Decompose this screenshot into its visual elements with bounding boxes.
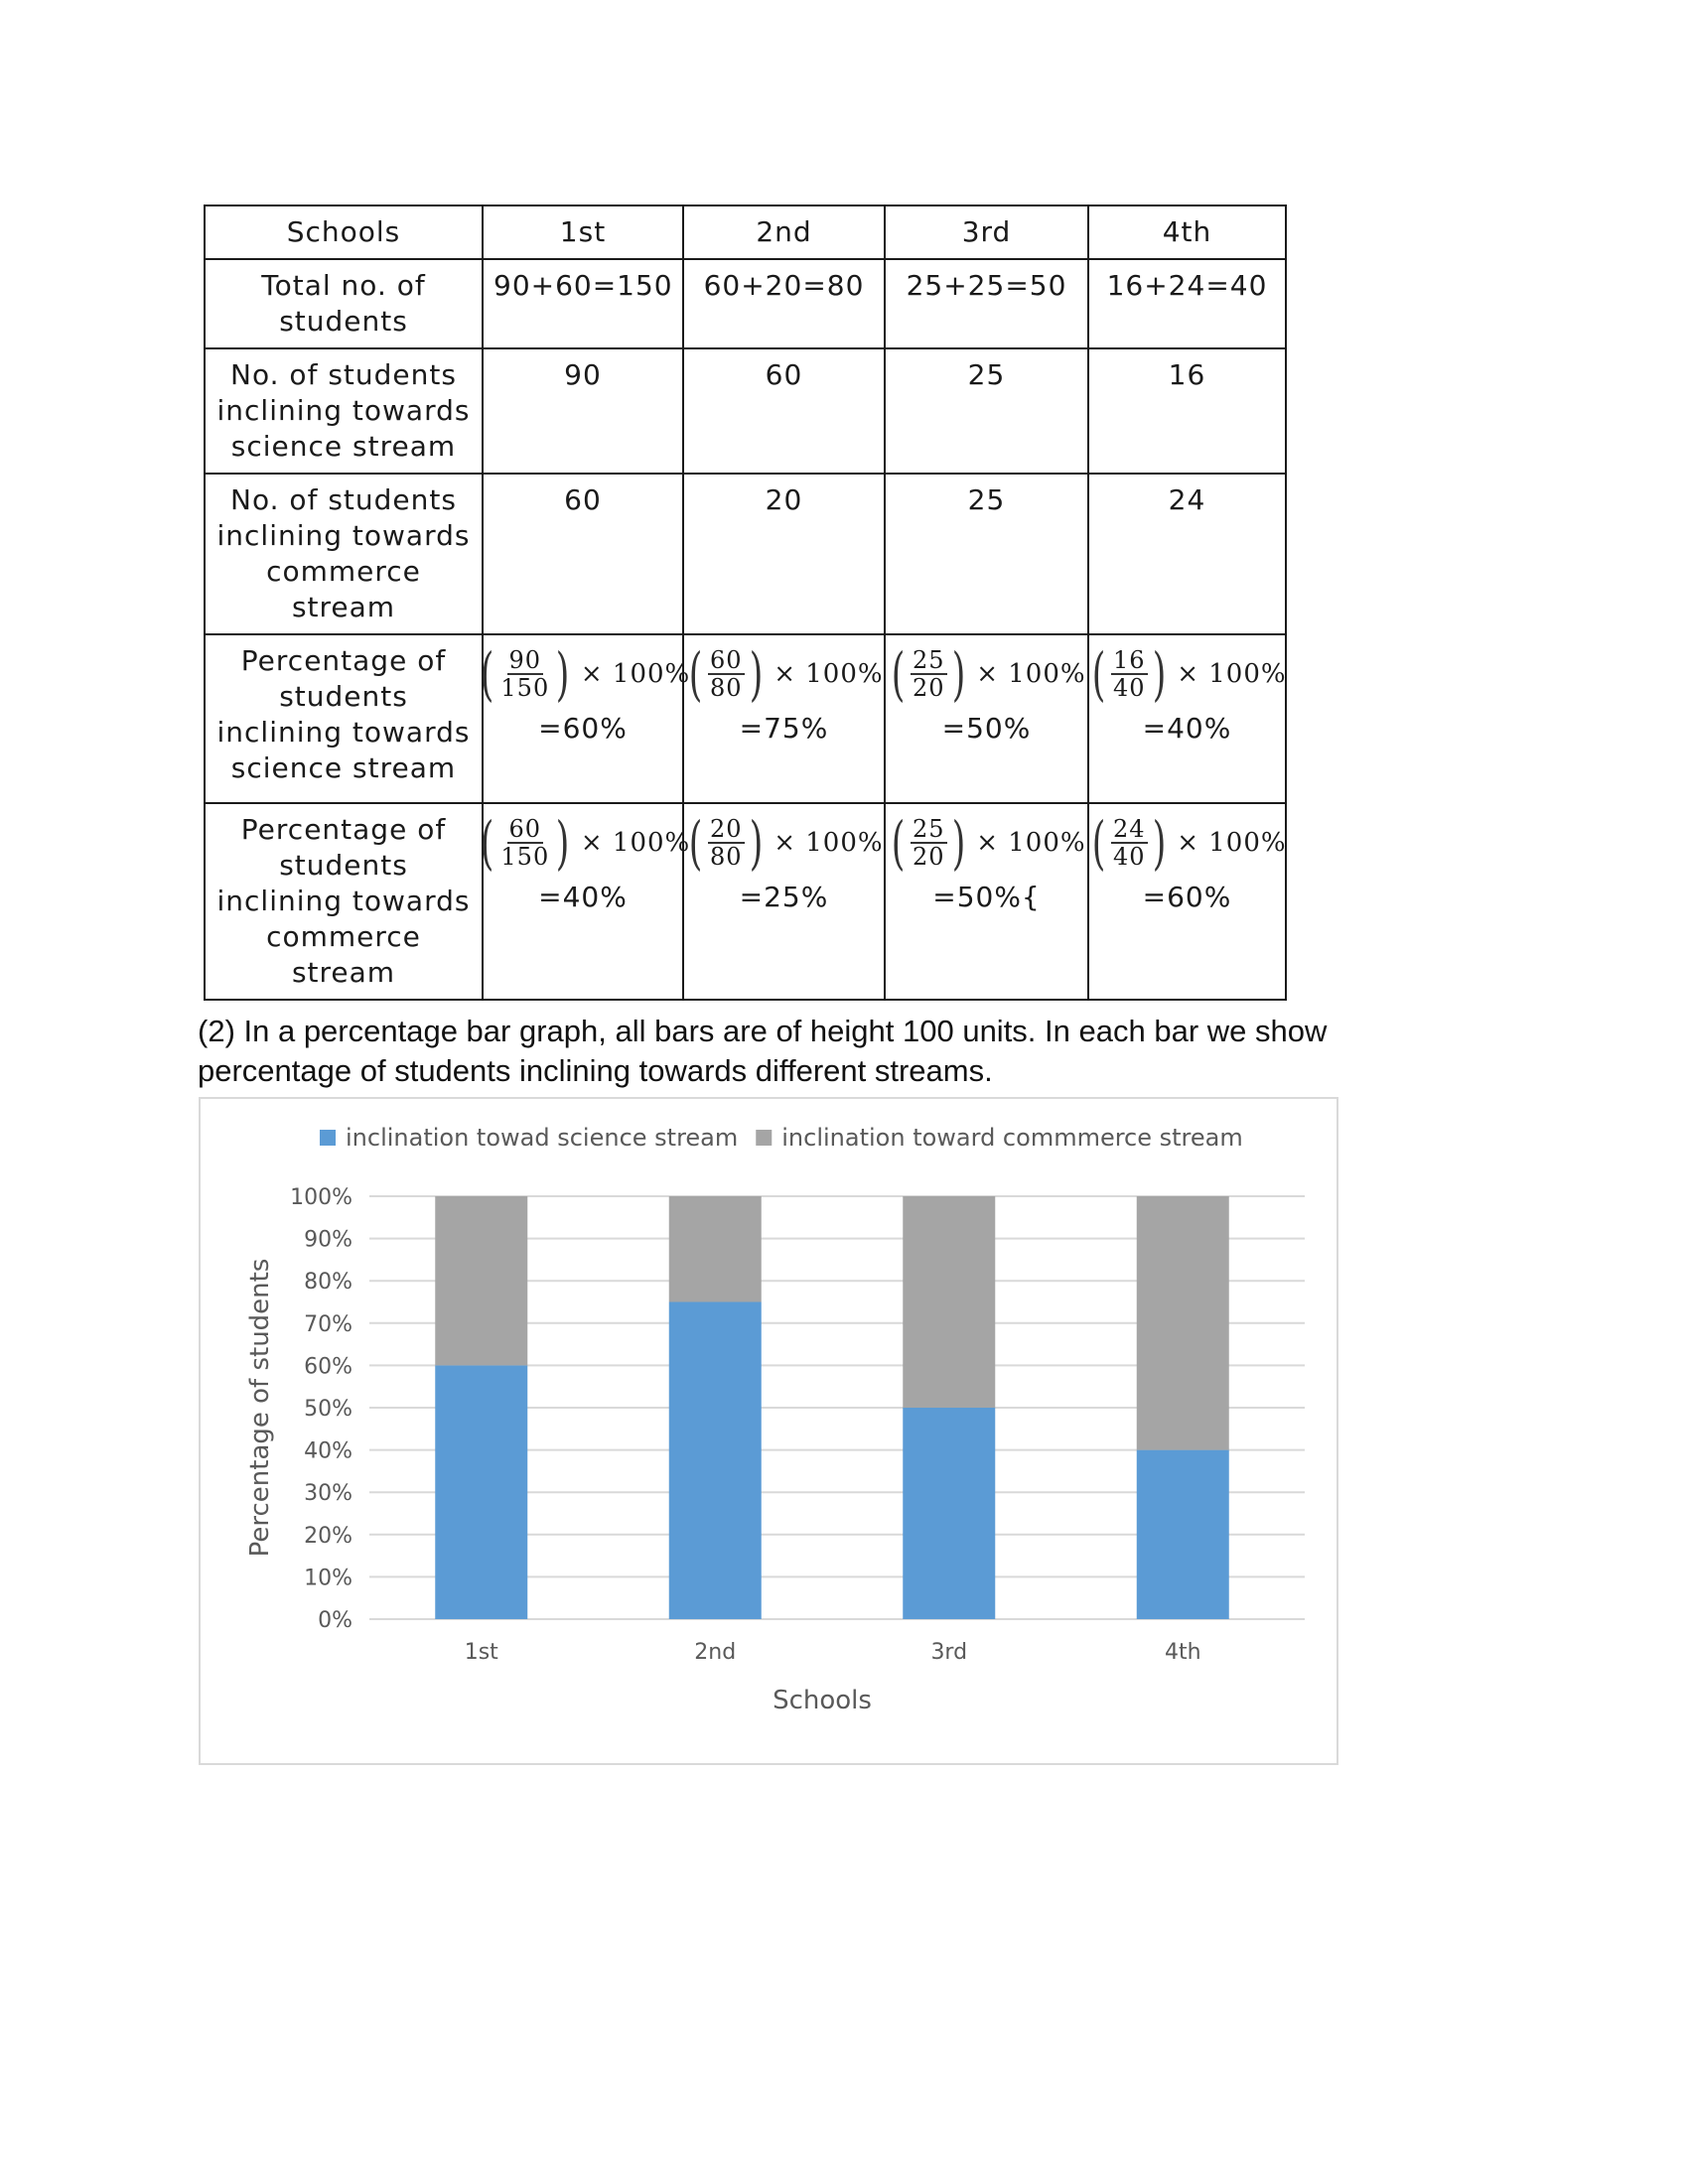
legend-swatch: [756, 1130, 772, 1146]
data-table: [204, 205, 1287, 1001]
denominator: 150: [500, 674, 550, 702]
numerator: 16: [1113, 646, 1146, 674]
y-tick-label: 90%: [304, 1227, 352, 1253]
stacked-bar-chart: [199, 1097, 1338, 1765]
x-tick-label: 2nd: [694, 1640, 737, 1665]
bar-segment: [1137, 1196, 1229, 1450]
percent-cell: [885, 634, 1088, 803]
table-cell: 60: [683, 348, 885, 474]
body-paragraph: (2) In a percentage bar graph, all bars are of height 100 units. In each bar we show percentage of students inclining towards different streams.: [198, 1014, 1328, 1088]
table-cell: 25: [885, 348, 1088, 474]
percent-cell: [1088, 803, 1286, 1000]
fraction-expression: ( $\frac{16}{40}$ ) × 100%: [1092, 640, 1287, 708]
bar-segment: [669, 1196, 762, 1302]
multiplier: × 100%: [580, 659, 691, 689]
denominator: 40: [1113, 674, 1146, 702]
bar-segment: [903, 1408, 995, 1619]
x-tick-label: 3rd: [930, 1640, 968, 1665]
percent-cell: [480, 803, 691, 1000]
table-header-row: [205, 205, 1286, 259]
table-row-commerce: [205, 474, 1286, 634]
table-cell: 90: [483, 348, 683, 474]
numerator: 90: [508, 646, 542, 674]
bar-segment: [1137, 1450, 1229, 1619]
y-tick-label: 30%: [304, 1481, 352, 1507]
y-tick-label: 70%: [304, 1311, 352, 1337]
denominator: 20: [913, 674, 945, 702]
table-row-total: [205, 259, 1286, 348]
row-label: Percentage of students inclining towards commerce stream: [205, 803, 483, 1000]
y-tick-label: 20%: [304, 1523, 352, 1549]
bar-segment: [435, 1365, 527, 1619]
multiplier: × 100%: [774, 828, 884, 858]
chart-canvas: [201, 1099, 1336, 1763]
y-tick-label: 40%: [304, 1438, 352, 1464]
percent-result: =60%: [538, 712, 628, 745]
numerator: 60: [508, 815, 542, 843]
percent-result: =50%: [941, 712, 1032, 745]
denominator: 20: [913, 843, 945, 871]
table-cell: 24: [1088, 474, 1286, 634]
percent-cell: [683, 803, 885, 1000]
table-row-science: [205, 348, 1286, 474]
y-axis-title: Percentage of students: [245, 1258, 275, 1558]
numerator: 25: [913, 815, 945, 843]
numerator: 20: [710, 815, 743, 843]
multiplier: × 100%: [580, 828, 691, 858]
fraction-expression: ( $\frac{60}{150}$ ) × 100%: [480, 809, 691, 877]
numerator: 60: [710, 646, 743, 674]
header-cell: 4th: [1088, 205, 1286, 259]
multiplier: × 100%: [1177, 659, 1287, 689]
row-label: Total no. of students: [205, 259, 483, 348]
numerator: 24: [1113, 815, 1146, 843]
y-tick-label: 80%: [304, 1270, 352, 1296]
bar-segment: [669, 1302, 762, 1620]
denominator: 150: [500, 843, 550, 871]
y-tick-label: 50%: [304, 1397, 352, 1422]
bar-segment: [435, 1196, 527, 1365]
table-row-commerce-percentage: [205, 803, 1286, 1000]
header-cell: 3rd: [885, 205, 1088, 259]
denominator: 40: [1113, 843, 1146, 871]
denominator: 80: [710, 674, 743, 702]
y-tick-label: 10%: [304, 1566, 352, 1591]
table-cell: 60+20=80: [683, 259, 885, 348]
row-label: No. of students inclining towards commerce stream: [205, 474, 483, 634]
table-cell: 16: [1088, 348, 1286, 474]
percent-cell: [480, 634, 691, 803]
percent-cell: [683, 634, 885, 803]
multiplier: × 100%: [1177, 828, 1287, 858]
percent-result: =25%: [739, 881, 829, 913]
table-cell: 20: [683, 474, 885, 634]
fraction-expression: ( $\frac{25}{20}$ ) × 100%: [892, 640, 1086, 708]
x-tick-label: 1st: [464, 1640, 498, 1665]
legend-label: inclination towad science stream: [346, 1124, 739, 1152]
legend-swatch: [320, 1130, 336, 1146]
percent-cell: [1088, 634, 1286, 803]
row-label: No. of students inclining towards science stream: [205, 348, 483, 474]
table-cell: 60: [483, 474, 683, 634]
percent-result: =40%: [538, 881, 628, 913]
y-tick-label: 0%: [318, 1608, 352, 1633]
fraction-expression: ( $\frac{60}{80}$ ) × 100%: [689, 640, 884, 708]
row-label: Percentage of students inclining towards science stream: [205, 634, 483, 803]
x-tick-label: 4th: [1164, 1640, 1201, 1665]
fraction-expression: ( $\frac{20}{80}$ ) × 100%: [689, 809, 884, 877]
fraction-expression: ( $\frac{90}{150}$ ) × 100%: [480, 640, 691, 708]
percent-result: =50%{: [932, 881, 1041, 913]
table-cell: 25: [885, 474, 1088, 634]
header-cell: 2nd: [683, 205, 885, 259]
percent-cell: [885, 803, 1088, 1000]
multiplier: × 100%: [976, 659, 1086, 689]
y-tick-label: 60%: [304, 1354, 352, 1380]
denominator: 80: [710, 843, 743, 871]
percent-result: =40%: [1142, 712, 1232, 745]
multiplier: × 100%: [774, 659, 884, 689]
percent-result: =60%: [1142, 881, 1232, 913]
bar-segment: [903, 1196, 995, 1408]
table-cell: 25+25=50: [885, 259, 1088, 348]
x-axis-title: Schools: [773, 1686, 872, 1715]
multiplier: × 100%: [976, 828, 1086, 858]
y-tick-label: 100%: [290, 1185, 352, 1210]
fraction-expression: ( $\frac{24}{40}$ ) × 100%: [1092, 809, 1287, 877]
fraction-expression: ( $\frac{25}{20}$ ) × 100%: [892, 809, 1086, 877]
table-cell: 90+60=150: [483, 259, 683, 348]
numerator: 25: [913, 646, 945, 674]
percent-result: =75%: [739, 712, 829, 745]
header-cell: Schools: [205, 205, 483, 259]
table-cell: 16+24=40: [1088, 259, 1286, 348]
table-row-science-percentage: [205, 634, 1286, 803]
legend-label: inclination toward commmerce stream: [781, 1124, 1243, 1152]
header-cell: 1st: [483, 205, 683, 259]
